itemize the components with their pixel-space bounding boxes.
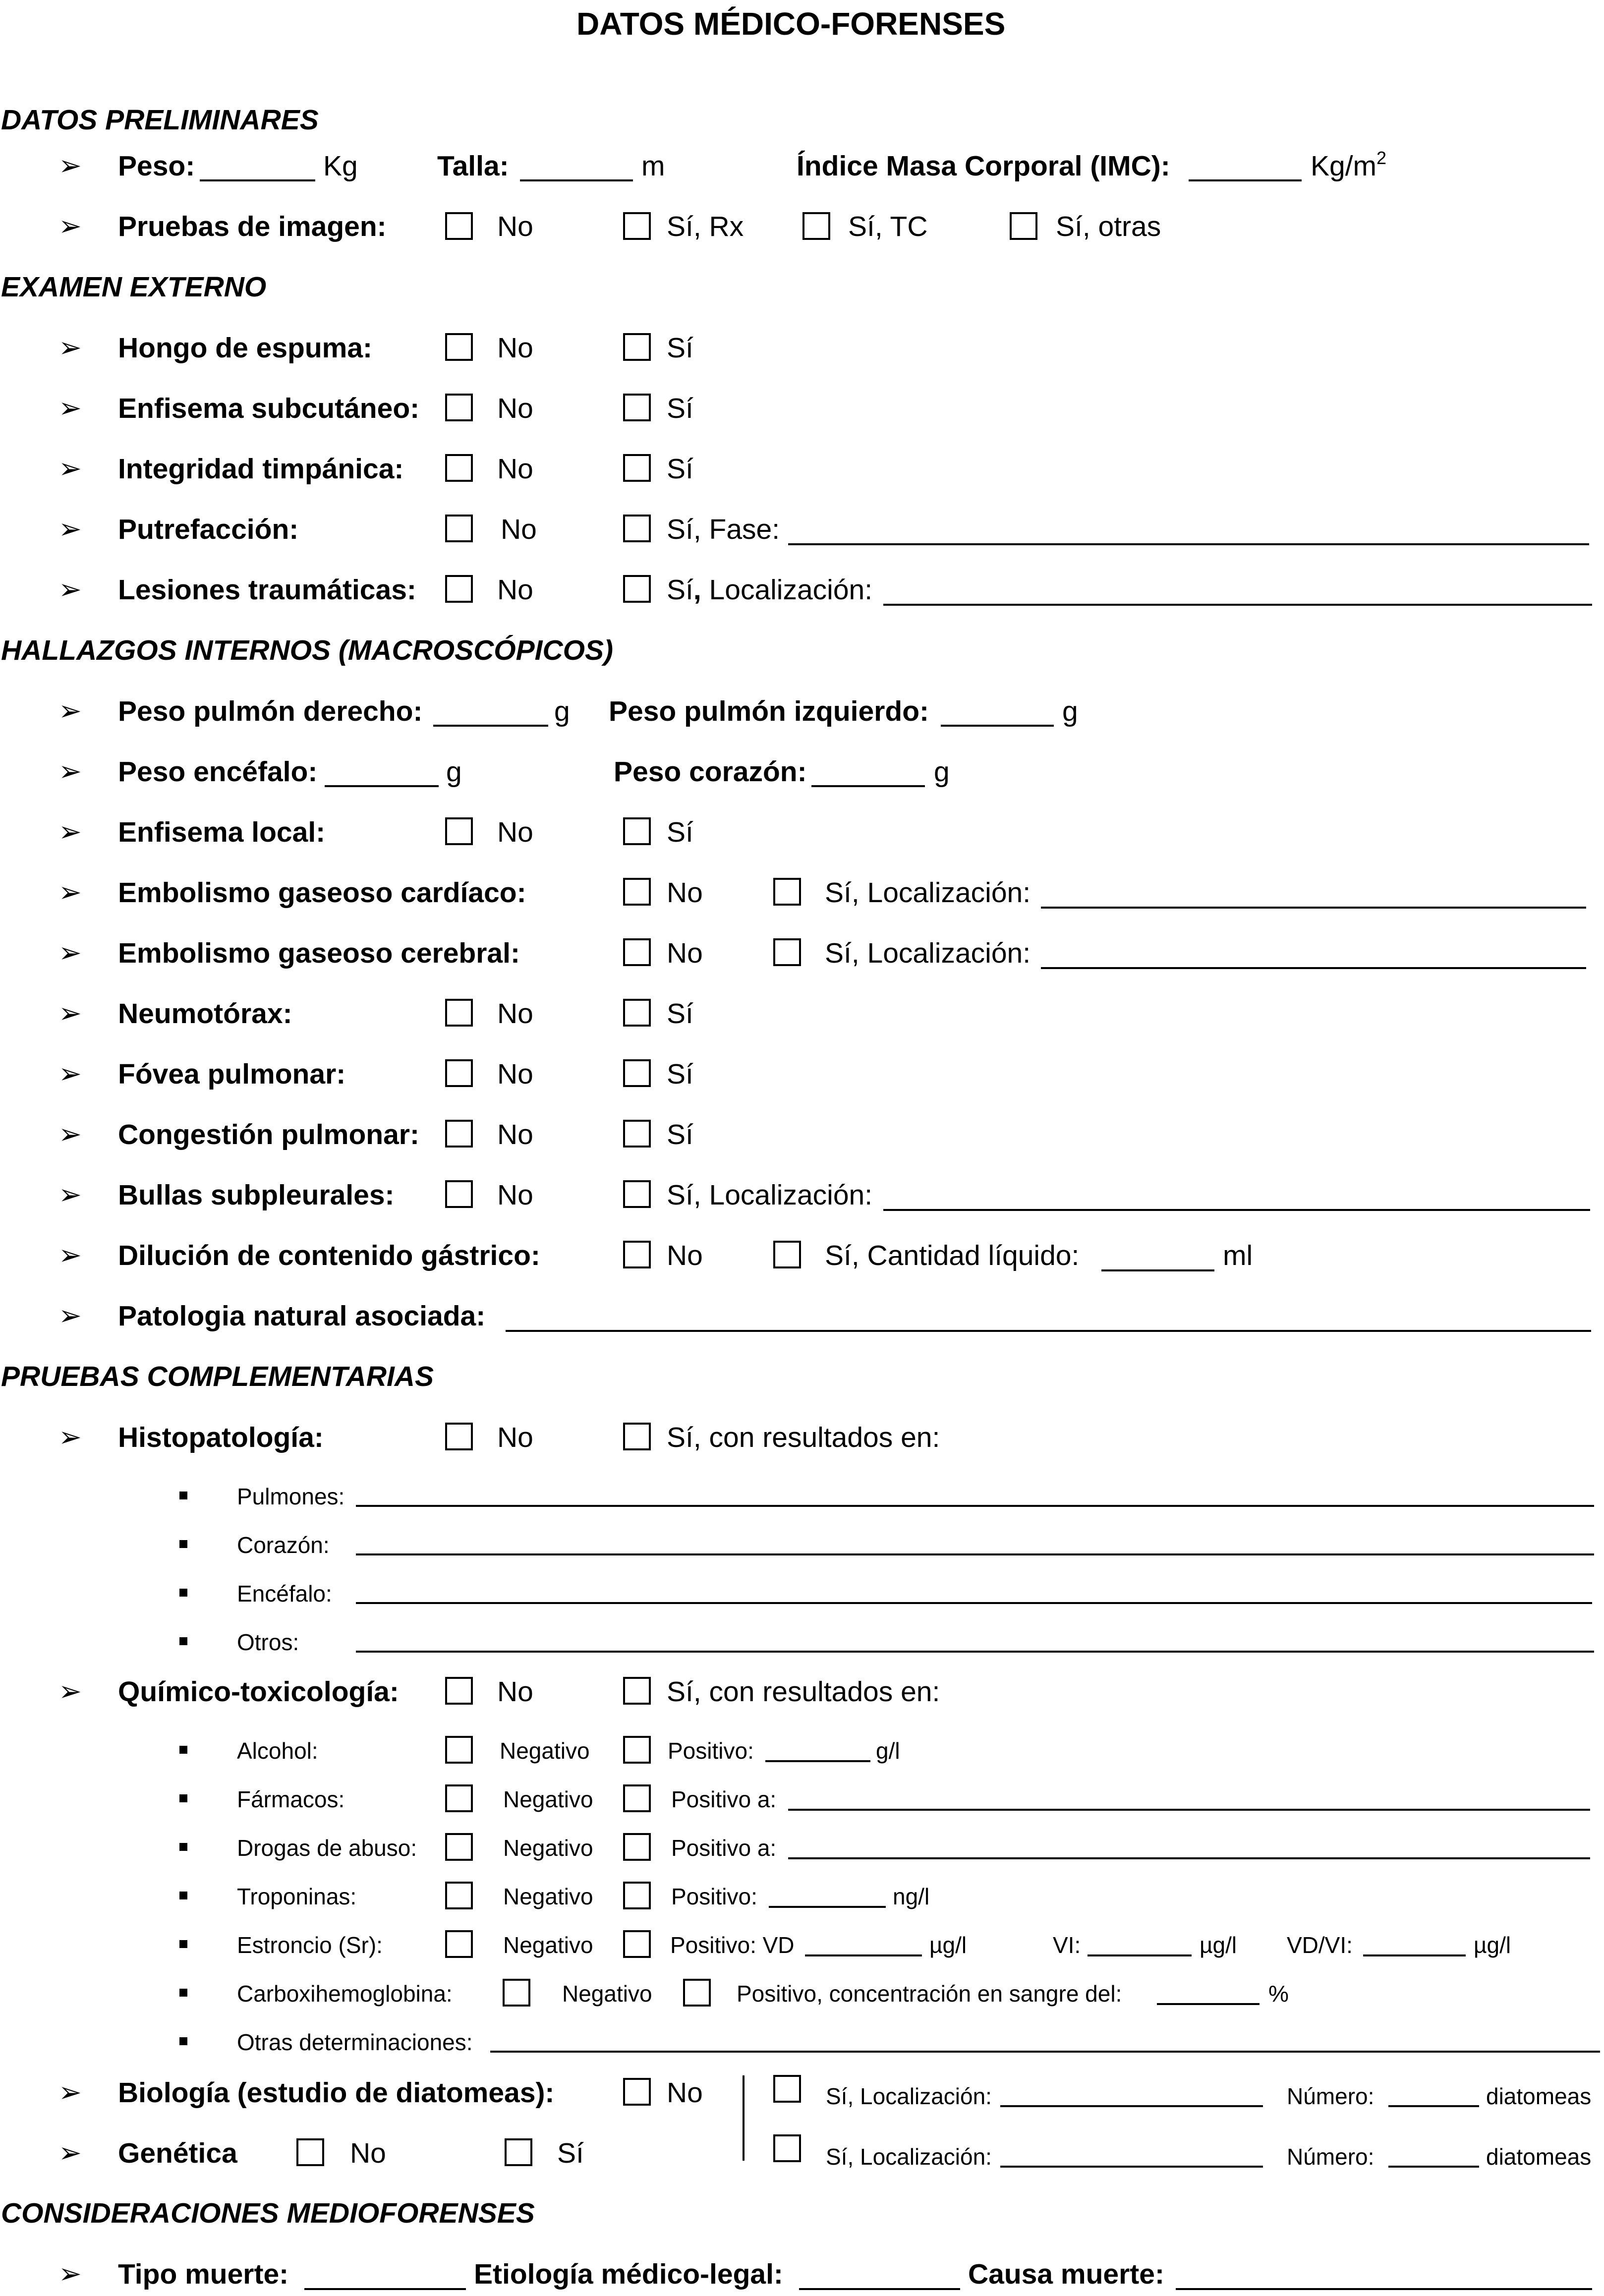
- bullet-icon: [179, 1589, 187, 1597]
- checkbox-putrefaccion-no[interactable]: [445, 515, 473, 542]
- etiologia-blank[interactable]: [799, 2288, 960, 2290]
- checkbox-integridad-no[interactable]: [445, 454, 473, 482]
- unit-ngl: ng/l: [893, 1884, 930, 1909]
- page-title: DATOS MÉDICO-FORENSES: [576, 6, 1006, 42]
- label-no: No: [497, 816, 533, 848]
- pulmon-izquierdo-blank[interactable]: [941, 725, 1054, 727]
- label-si-resultados: Sí, con resultados en:: [667, 1422, 940, 1453]
- label-no: No: [667, 2077, 703, 2109]
- label-negativo: Negativo: [503, 1884, 593, 1909]
- checkbox-drogas-negativo[interactable]: [445, 1833, 473, 1861]
- checkbox-biologia-no[interactable]: [623, 2078, 651, 2106]
- farmacos-label: Fármacos:: [237, 1786, 345, 1812]
- label-negativo: Negativo: [503, 1835, 593, 1861]
- bullet-icon: [179, 1989, 187, 1997]
- arrow-bullet-icon: ➢: [58, 1118, 82, 1149]
- pulmon-derecho-blank[interactable]: [433, 725, 548, 727]
- genetica-label: Genética: [118, 2137, 237, 2169]
- label-si-localizacion: Sí, Localización:: [667, 574, 873, 606]
- checkbox-neumotorax-si[interactable]: [623, 999, 651, 1027]
- histo-corazon-blank[interactable]: [356, 1553, 1594, 1555]
- checkbox-fovea-no[interactable]: [445, 1059, 473, 1087]
- arrow-bullet-icon: ➢: [58, 574, 82, 605]
- unit-g: g: [554, 695, 570, 727]
- label-no: No: [350, 2137, 386, 2169]
- cantidad-blank[interactable]: [1101, 1269, 1214, 1271]
- otras-determinaciones-blank[interactable]: [490, 2051, 1600, 2053]
- histo-encefalo-label: Encéfalo:: [237, 1581, 332, 1607]
- arrow-bullet-icon: ➢: [58, 1421, 82, 1452]
- label-positivo-concentracion: Positivo, concentración en sangre del:: [737, 1981, 1122, 2007]
- arrow-bullet-icon: ➢: [58, 1179, 82, 1210]
- section-pruebas-complementarias: PRUEBAS COMPLEMENTARIAS: [1, 1361, 434, 1392]
- unit-ml: ml: [1223, 1240, 1253, 1271]
- histo-encefalo-blank[interactable]: [356, 1602, 1592, 1604]
- estroncio-vi-label: VI:: [1053, 1932, 1081, 1958]
- talla-blank[interactable]: [520, 179, 633, 181]
- bullet-icon: [179, 2037, 187, 2045]
- label-positivo: Positivo:: [668, 1738, 754, 1764]
- arrow-bullet-icon: ➢: [58, 332, 82, 363]
- label-si-localizacion: Sí, Localización:: [825, 937, 1031, 969]
- emb-cardiaco-localizacion-blank[interactable]: [1041, 907, 1586, 909]
- checkbox-imagen-no[interactable]: [445, 212, 473, 240]
- biologia-label: Biología (estudio de diatomeas):: [118, 2077, 555, 2109]
- encefalo-blank[interactable]: [325, 785, 439, 787]
- unit-g: g: [446, 756, 462, 788]
- label-negativo: Negativo: [562, 1981, 652, 2007]
- fovea-label: Fóvea pulmonar:: [118, 1058, 346, 1090]
- label-si-localizacion: Sí, Localización:: [667, 1179, 873, 1211]
- bullet-icon: [179, 1540, 187, 1548]
- bullet-icon: [179, 1637, 187, 1645]
- label-no: No: [497, 998, 533, 1030]
- diatomeas-numero-label: Número:: [1287, 2144, 1375, 2170]
- unit-g: g: [1062, 695, 1078, 727]
- checkbox-neumotorax-no[interactable]: [445, 999, 473, 1027]
- unit-g: g: [934, 756, 950, 788]
- imc-unit: $Kg/m^2$: [1311, 148, 1387, 182]
- unit-ugl: µg/l: [929, 1932, 967, 1958]
- drogas-label: Drogas de abuso:: [237, 1835, 417, 1861]
- alcohol-label: Alcohol:: [237, 1738, 318, 1764]
- checkbox-enfisema-local-si[interactable]: [623, 817, 651, 845]
- label-si: Sí: [557, 2137, 584, 2169]
- bullet-icon: [179, 1746, 187, 1754]
- label-si: Sí: [667, 998, 693, 1030]
- alcohol-blank[interactable]: [765, 1760, 870, 1762]
- label-si: Sí: [667, 332, 693, 364]
- encefalo-label: Peso encéfalo:: [118, 756, 318, 788]
- arrow-bullet-icon: ➢: [58, 816, 82, 847]
- checkbox-farmacos-positivo[interactable]: [623, 1784, 651, 1812]
- checkbox-biologia-si-1[interactable]: [773, 2075, 801, 2103]
- unit-diatomeas: diatomeas: [1486, 2144, 1592, 2170]
- diatomeas-localizacion-blank-2[interactable]: [1000, 2166, 1263, 2168]
- patologia-blank[interactable]: [506, 1330, 1591, 1332]
- pulmon-derecho-label: Peso pulmón derecho:: [118, 695, 423, 727]
- section-hallazgos-internos: HALLAZGOS INTERNOS (MACROSCÓPICOS): [1, 634, 613, 666]
- bullas-label: Bullas subpleurales:: [118, 1179, 395, 1211]
- histo-otros-blank[interactable]: [356, 1651, 1594, 1653]
- peso-label: Peso:: [118, 150, 195, 182]
- arrow-bullet-icon: ➢: [58, 695, 82, 726]
- enfisema-local-label: Enfisema local:: [118, 816, 326, 848]
- diatomeas-numero-blank-1[interactable]: [1388, 2105, 1479, 2107]
- label-no: No: [497, 211, 533, 242]
- carboxi-blank[interactable]: [1157, 2003, 1260, 2005]
- arrow-bullet-icon: ➢: [58, 392, 82, 423]
- checkbox-fovea-si[interactable]: [623, 1059, 651, 1087]
- label-si: Sí: [667, 816, 693, 848]
- checkbox-enfisema-sub-si[interactable]: [623, 394, 651, 421]
- integridad-label: Integridad timpánica:: [118, 453, 404, 485]
- drogas-blank[interactable]: [788, 1857, 1590, 1859]
- checkbox-biologia-si-2[interactable]: [773, 2134, 801, 2162]
- quimico-label: Químico-toxicología:: [118, 1676, 399, 1708]
- arrow-bullet-icon: ➢: [58, 876, 82, 908]
- pulmon-izquierdo-label: Peso pulmón izquierdo:: [609, 695, 929, 727]
- unit-ugl: µg/l: [1200, 1932, 1237, 1958]
- farmacos-blank[interactable]: [788, 1809, 1590, 1811]
- label-si: Sí: [667, 1119, 693, 1150]
- label-no: No: [497, 332, 533, 364]
- section-consideraciones: CONSIDERACIONES MEDIOFORENSES: [1, 2197, 535, 2229]
- checkbox-carboxi-positivo[interactable]: [683, 1979, 711, 2007]
- arrow-bullet-icon: ➢: [58, 2076, 82, 2108]
- imc-label: Índice Masa Corporal (IMC):: [797, 150, 1170, 182]
- arrow-bullet-icon: ➢: [58, 210, 82, 241]
- causa-muerte-blank[interactable]: [1176, 2288, 1592, 2290]
- diatomeas-numero-label: Número:: [1287, 2083, 1375, 2109]
- arrow-bullet-icon: ➢: [58, 755, 82, 787]
- fase-blank[interactable]: [788, 543, 1589, 545]
- arrow-bullet-icon: ➢: [58, 937, 82, 968]
- estroncio-vd-blank[interactable]: [805, 1954, 922, 1956]
- checkbox-dilucion-no[interactable]: [623, 1241, 651, 1268]
- estroncio-vdvi-blank[interactable]: [1363, 1954, 1466, 1956]
- checkbox-quimico-no[interactable]: [445, 1677, 473, 1705]
- label-si-rx: Sí, Rx: [667, 211, 744, 242]
- arrow-bullet-icon: ➢: [58, 453, 82, 484]
- checkbox-dilucion-si[interactable]: [773, 1241, 801, 1268]
- label-negativo: Negativo: [503, 1786, 593, 1812]
- checkbox-putrefaccion-si[interactable]: [623, 515, 651, 542]
- bullet-icon: [179, 1940, 187, 1948]
- checkbox-lesiones-no[interactable]: [445, 575, 473, 603]
- label-no: No: [497, 1058, 533, 1090]
- label-negativo: Negativo: [503, 1932, 593, 1958]
- label-no: No: [497, 574, 533, 606]
- checkbox-troponinas-positivo[interactable]: [623, 1882, 651, 1909]
- checkbox-enfisema-sub-no[interactable]: [445, 394, 473, 421]
- checkbox-genetica-si[interactable]: [505, 2138, 532, 2166]
- histo-corazon-label: Corazón:: [237, 1532, 330, 1558]
- label-positivo: Positivo:: [671, 1884, 757, 1909]
- bullet-icon: [179, 1492, 187, 1499]
- arrow-bullet-icon: ➢: [58, 1300, 82, 1331]
- diatomeas-localizacion-blank-1[interactable]: [1000, 2105, 1263, 2107]
- patologia-label: Patologia natural asociada:: [118, 1300, 486, 1332]
- unit-ugl: µg/l: [1474, 1932, 1511, 1958]
- dilucion-label: Dilución de contenido gástrico:: [118, 1240, 540, 1271]
- histo-pulmones-label: Pulmones:: [237, 1484, 345, 1509]
- lesiones-localizacion-blank[interactable]: [883, 604, 1592, 606]
- checkbox-hongo-si[interactable]: [623, 333, 651, 361]
- diatomeas-numero-blank-2[interactable]: [1388, 2166, 1479, 2168]
- label-si-localizacion: Sí, Localización:: [825, 877, 1031, 909]
- checkbox-quimico-si[interactable]: [623, 1677, 651, 1705]
- arrow-bullet-icon: ➢: [58, 150, 82, 181]
- label-no: No: [501, 514, 537, 545]
- checkbox-hongo-no[interactable]: [445, 333, 473, 361]
- corazon-label: Peso corazón:: [614, 756, 807, 788]
- hongo-label: Hongo de espuma:: [118, 332, 373, 364]
- checkbox-bullas-no[interactable]: [445, 1180, 473, 1208]
- checkbox-imagen-otras[interactable]: [1010, 212, 1037, 240]
- estroncio-vi-blank[interactable]: [1088, 1954, 1192, 1956]
- diatomeas-localizacion-label: Sí, Localización:: [826, 2144, 992, 2170]
- checkbox-estroncio-positivo[interactable]: [623, 1930, 651, 1958]
- label-no: No: [497, 1179, 533, 1211]
- label-si-cantidad: Sí, Cantidad líquido:: [825, 1240, 1080, 1271]
- embolismo-cardiaco-label: Embolismo gaseoso cardíaco:: [118, 877, 526, 909]
- emb-cerebral-localizacion-blank[interactable]: [1041, 967, 1586, 969]
- congestion-label: Congestión pulmonar:: [118, 1119, 419, 1150]
- checkbox-farmacos-negativo[interactable]: [445, 1784, 473, 1812]
- checkbox-histo-no[interactable]: [445, 1423, 473, 1450]
- arrow-bullet-icon: ➢: [58, 513, 82, 544]
- arrow-bullet-icon: ➢: [58, 997, 82, 1029]
- label-si-fase: Sí, Fase:: [667, 514, 780, 545]
- checkbox-alcohol-positivo[interactable]: [623, 1736, 651, 1764]
- unit-pct: %: [1268, 1981, 1289, 2007]
- checkbox-histo-si[interactable]: [623, 1423, 651, 1450]
- checkbox-enfisema-local-no[interactable]: [445, 817, 473, 845]
- label-si-resultados: Sí, con resultados en:: [667, 1676, 940, 1708]
- label-no: No: [667, 937, 703, 969]
- label-si: Sí: [667, 1058, 693, 1090]
- label-si-tc: Sí, TC: [848, 211, 928, 242]
- checkbox-lesiones-si[interactable]: [623, 575, 651, 603]
- troponinas-blank[interactable]: [769, 1906, 886, 1908]
- arrow-bullet-icon: ➢: [58, 1239, 82, 1270]
- checkbox-emb-cardiaco-si[interactable]: [773, 878, 801, 906]
- estroncio-label: Estroncio (Sr):: [237, 1932, 383, 1958]
- checkbox-emb-cerebral-no[interactable]: [623, 938, 651, 966]
- bullet-icon: [179, 1892, 187, 1899]
- otras-determinaciones-label: Otras determinaciones:: [237, 2029, 473, 2055]
- peso-blank[interactable]: [200, 179, 315, 181]
- checkbox-alcohol-negativo[interactable]: [445, 1736, 473, 1764]
- label-positivo-vd: Positivo: VD: [670, 1932, 795, 1958]
- talla-label: Talla:: [437, 150, 509, 182]
- arrow-bullet-icon: ➢: [58, 2137, 82, 2168]
- label-negativo: Negativo: [500, 1738, 590, 1764]
- pruebas-imagen-label: Pruebas de imagen:: [118, 211, 387, 242]
- checkbox-congestion-no[interactable]: [445, 1120, 473, 1148]
- carboxi-label: Carboxihemoglobina:: [237, 1981, 453, 2007]
- label-no: No: [497, 1422, 533, 1453]
- label-si-otras: Sí, otras: [1056, 211, 1161, 242]
- checkbox-imagen-tc[interactable]: [802, 212, 830, 240]
- imc-blank[interactable]: [1189, 179, 1302, 181]
- checkbox-troponinas-negativo[interactable]: [445, 1882, 473, 1909]
- checkbox-drogas-positivo[interactable]: [623, 1833, 651, 1861]
- arrow-bullet-icon: ➢: [58, 2258, 82, 2289]
- divider-line: [743, 2075, 745, 2161]
- checkbox-genetica-no[interactable]: [296, 2138, 324, 2166]
- label-no: No: [497, 1676, 533, 1708]
- tipo-muerte-label: Tipo muerte:: [118, 2258, 289, 2290]
- label-positivo-a: Positivo a:: [671, 1835, 777, 1861]
- enfisema-subcutaneo-label: Enfisema subcutáneo:: [118, 393, 420, 424]
- label-no: No: [497, 393, 533, 424]
- arrow-bullet-icon: ➢: [58, 1675, 82, 1707]
- estroncio-vdvi-label: VD/VI:: [1287, 1932, 1353, 1958]
- bullet-icon: [179, 1843, 187, 1851]
- section-datos-preliminares: DATOS PRELIMINARES: [1, 104, 319, 136]
- label-si: Sí: [667, 393, 693, 424]
- checkbox-emb-cerebral-si[interactable]: [773, 938, 801, 966]
- corazon-blank[interactable]: [811, 785, 925, 787]
- lesiones-label: Lesiones traumáticas:: [118, 574, 416, 606]
- checkbox-congestion-si[interactable]: [623, 1120, 651, 1148]
- etiologia-label: Etiología médico-legal:: [474, 2258, 783, 2290]
- checkbox-estroncio-negativo[interactable]: [445, 1930, 473, 1958]
- checkbox-bullas-si[interactable]: [623, 1180, 651, 1208]
- checkbox-emb-cardiaco-no[interactable]: [623, 878, 651, 906]
- histo-pulmones-blank[interactable]: [356, 1505, 1594, 1507]
- neumotorax-label: Neumotórax:: [118, 998, 292, 1030]
- histo-otros-label: Otros:: [237, 1629, 299, 1655]
- histopatologia-label: Histopatología:: [118, 1422, 324, 1453]
- label-positivo-a: Positivo a:: [671, 1786, 777, 1812]
- label-no: No: [667, 877, 703, 909]
- embolismo-cerebral-label: Embolismo gaseoso cerebral:: [118, 937, 520, 969]
- unit-gl: g/l: [876, 1738, 900, 1764]
- troponinas-label: Troponinas:: [237, 1884, 357, 1909]
- talla-unit: m: [641, 150, 665, 182]
- label-no: No: [667, 1240, 703, 1271]
- label-no: No: [497, 1119, 533, 1150]
- putrefaccion-label: Putrefacción:: [118, 514, 299, 545]
- section-examen-externo: EXAMEN EXTERNO: [1, 271, 267, 303]
- bullet-icon: [179, 1794, 187, 1802]
- unit-diatomeas: diatomeas: [1486, 2083, 1592, 2109]
- bullas-localizacion-blank[interactable]: [883, 1209, 1590, 1211]
- peso-unit: Kg: [323, 150, 358, 182]
- tipo-muerte-blank[interactable]: [304, 2288, 466, 2290]
- label-si: Sí: [667, 453, 693, 485]
- checkbox-integridad-si[interactable]: [623, 454, 651, 482]
- label-no: No: [497, 453, 533, 485]
- checkbox-imagen-rx[interactable]: [623, 212, 651, 240]
- diatomeas-localizacion-label: Sí, Localización:: [826, 2083, 992, 2109]
- arrow-bullet-icon: ➢: [58, 1058, 82, 1089]
- causa-muerte-label: Causa muerte:: [968, 2258, 1164, 2290]
- checkbox-carboxi-negativo[interactable]: [503, 1979, 530, 2007]
